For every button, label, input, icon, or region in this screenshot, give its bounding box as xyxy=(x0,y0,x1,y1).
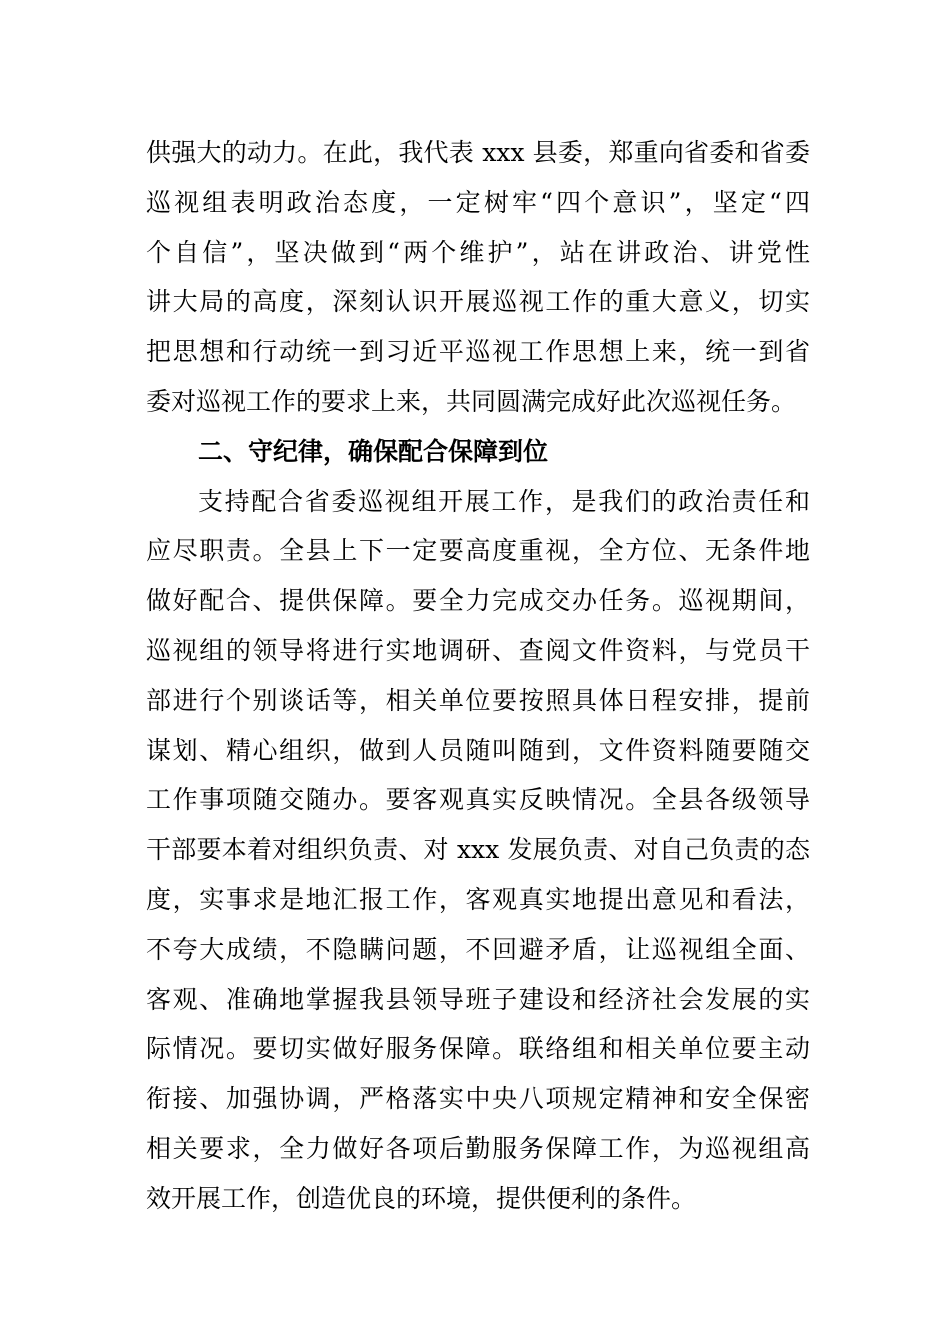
paragraph-line: 讲大局的高度，深刻认识开展巡视工作的重大意义，切实 xyxy=(146,287,810,317)
paragraph-line: 谋划、精心组织，做到人员随叫随到，文件资料随要随交 xyxy=(146,735,810,765)
paragraph-line: 客观、准确地掌握我县领导班子建设和经济社会发展的实 xyxy=(146,984,810,1014)
paragraph-line: 做好配合、提供保障。要全力完成交办任务。巡视期间， xyxy=(146,586,810,616)
paragraph-line: 个自信”，坚决做到“两个维护”，站在讲政治、讲党性 xyxy=(146,237,810,267)
paragraph-line: 把思想和行动统一到习近平巡视工作思想上来，统一到省 xyxy=(146,337,810,367)
section-heading: 二、守纪律，确保配合保障到位 xyxy=(198,436,549,466)
paragraph-line: 不夸大成绩，不隐瞒问题，不回避矛盾，让巡视组全面、 xyxy=(146,934,810,964)
paragraph-line: 支持配合省委巡视组开展工作，是我们的政治责任和 xyxy=(198,486,810,516)
paragraph-line: 巡视组的领导将进行实地调研、查阅文件资料，与党员干 xyxy=(146,635,810,665)
paragraph-line: 际情况。要切实做好服务保障。联络组和相关单位要主动 xyxy=(146,1034,810,1064)
paragraph-line: 相关要求，全力做好各项后勤服务保障工作，为巡视组高 xyxy=(146,1133,810,1163)
paragraph-line: 度，实事求是地汇报工作，客观真实地提出意见和看法， xyxy=(146,884,810,914)
paragraph-line: 部进行个别谈话等，相关单位要按照具体日程安排，提前 xyxy=(146,685,810,715)
paragraph-line: 效开展工作，创造优良的环境，提供便利的条件。 xyxy=(146,1183,697,1213)
paragraph-line: 委对巡视工作的要求上来，共同圆满完成好此次巡视任务。 xyxy=(146,386,797,416)
body-text xyxy=(146,128,810,1224)
paragraph-line: 应尽职责。全县上下一定要高度重视，全方位、无条件地 xyxy=(146,536,810,566)
paragraph-line: 干部要本着对组织负责、对 xxx 发展负责、对自己负责的态 xyxy=(146,835,810,865)
paragraph-line: 衔接、加强协调，严格落实中央八项规定精神和安全保密 xyxy=(146,1084,810,1114)
paragraph-line: 工作事项随交随办。要客观真实反映情况。全县各级领导 xyxy=(146,785,810,815)
paragraph-line: 供强大的动力。在此，我代表 xxx 县委，郑重向省委和省委 xyxy=(146,138,810,167)
paragraph-line: 巡视组表明政治态度，一定树牢“四个意识”，坚定“四 xyxy=(146,187,810,217)
